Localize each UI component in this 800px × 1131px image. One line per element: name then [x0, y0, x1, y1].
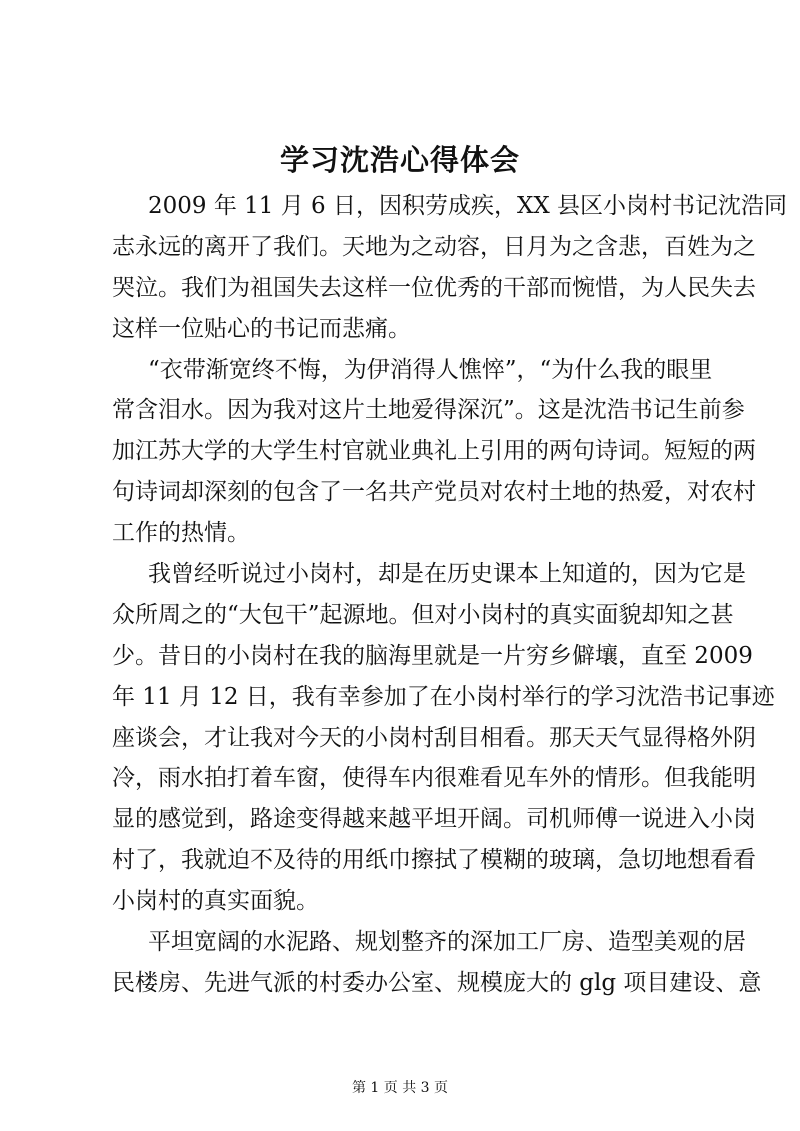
paragraph [112, 186, 788, 350]
text-line: 哭泣。我们为祖国失去这样一位优秀的干部而惋惜，为人民失去 [112, 274, 756, 301]
paragraph [112, 922, 762, 1004]
text-line: 平坦宽阔的水泥路、规划整齐的深加工厂房、造型美观的居 [148, 929, 746, 956]
text-line: 加江苏大学的大学生村官就业典礼上引用的两句诗词。短短的两 [112, 438, 756, 465]
paragraph [112, 554, 775, 922]
text-line: 我曾经听说过小岗村，却是在历史课本上知道的，因为它是 [148, 561, 746, 588]
text-line: 志永远的离开了我们。天地为之动容，日月为之含悲，百姓为之 [112, 233, 756, 260]
text-line: 年 11 月 12 日，我有幸参加了在小岗村举行的学习沈浩书记事迹 [112, 683, 775, 710]
text-line: 冷，雨水拍打着车窗，使得车内很难看见车外的情形。但我能明 [112, 765, 756, 792]
text-line: 常含泪水。因为我对这片土地爱得深沉”。这是沈浩书记生前参 [112, 397, 745, 424]
text-line: 座谈会，才让我对今天的小岗村刮目相看。那天天气显得格外阴 [112, 724, 756, 751]
text-line: 小岗村的真实面貌。 [112, 888, 319, 915]
text-line: “衣带渐宽终不悔，为伊消得人憔悴”，“为什么我的眼里 [148, 356, 713, 383]
page-footer: 第 1 页 共 3 页 [351, 1080, 449, 1096]
document-body [112, 186, 788, 1004]
text-line: 显的感觉到，路途变得越来越平坦开阔。司机师傅一说进入小岗 [112, 806, 756, 833]
text-line: 民楼房、先进气派的村委办公室、规模庞大的 glg 项目建设、意 [112, 969, 762, 996]
text-line: 村了，我就迫不及待的用纸巾擦拭了模糊的玻璃，急切地想看看 [112, 847, 756, 874]
text-line: 句诗词却深刻的包含了一名共产党员对农村土地的热爱，对农村 [112, 479, 756, 506]
text-line: 众所周之的“大包干”起源地。但对小岗村的真实面貌却知之甚 [112, 601, 734, 628]
text-line: 2009 年 11 月 6 日，因积劳成疾，XX 县区小岗村书记沈浩同 [148, 193, 788, 219]
document-title: 学习沈浩心得体会 [279, 143, 520, 177]
text-line: 这样一位贴心的书记而悲痛。 [112, 315, 411, 342]
text-line: 工作的热情。 [112, 520, 250, 547]
text-line: 少。昔日的小岗村在我的脑海里就是一片穷乡僻壤，直至 2009 [112, 642, 753, 669]
paragraph [112, 350, 756, 554]
